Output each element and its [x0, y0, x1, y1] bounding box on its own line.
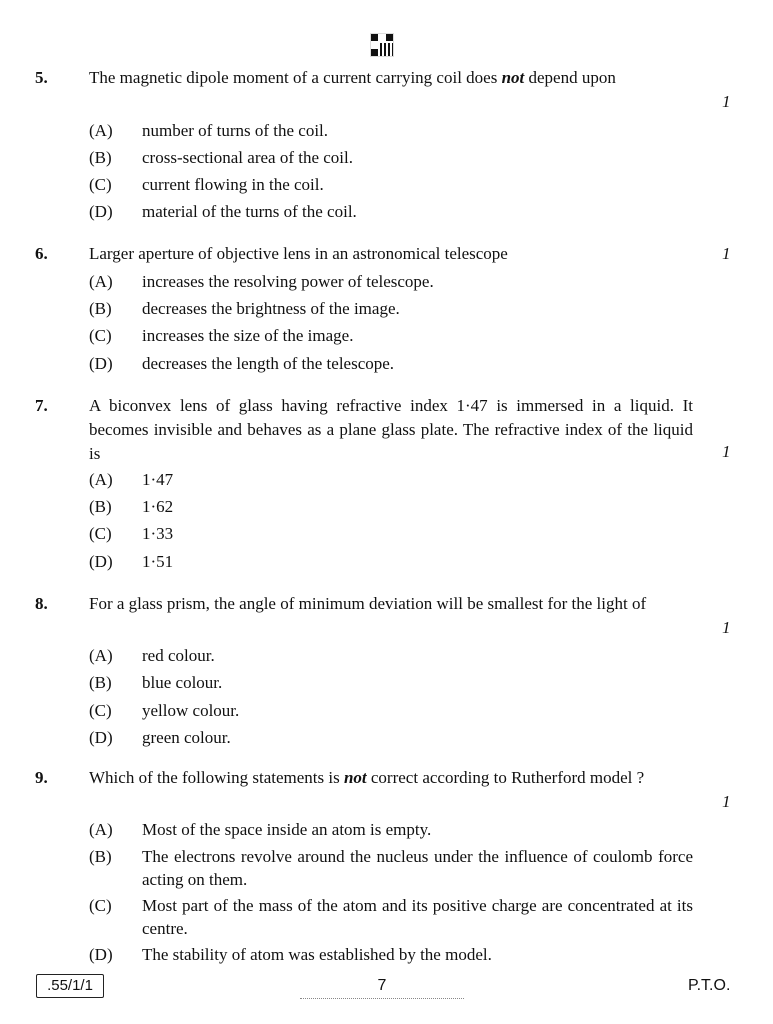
option-label: (D): [89, 552, 113, 571]
question-text: Larger aperture of objective lens in an astronomical telescope: [89, 244, 508, 263]
option-text: decreases the brightness of the image.: [142, 299, 400, 318]
option-text: 1·47: [142, 470, 174, 489]
option-text: yellow colour.: [142, 701, 240, 720]
pto-label: P.T.O.: [688, 977, 731, 994]
question-text-part: correct according to Rutherford model ?: [366, 768, 645, 787]
marks: 1: [722, 92, 731, 111]
option-text: The stability of atom was established by the model.: [142, 945, 492, 964]
option-label: (C): [89, 326, 112, 345]
option-label: (B): [89, 673, 112, 692]
option-label: (B): [89, 148, 112, 167]
question-number: 5.: [35, 68, 48, 87]
option-text: material of the turns of the coil.: [142, 202, 357, 221]
option-text: decreases the length of the telescope.: [142, 354, 395, 373]
question-text: [89, 66, 693, 90]
option-text: green colour.: [142, 728, 231, 747]
question-text: For a glass prism, the angle of minimum deviation will be smallest for the light of: [89, 594, 647, 613]
qr-code: [370, 33, 394, 57]
question-text-part: The magnetic dipole moment of a current carrying coil does: [89, 68, 502, 87]
option-text: increases the size of the image.: [142, 326, 354, 345]
option-text: current flowing in the coil.: [142, 175, 324, 194]
option-text: 1·51: [142, 552, 174, 571]
question-number: 9.: [35, 768, 48, 787]
emphasis-text: not: [343, 768, 367, 787]
option-label: (A): [89, 820, 113, 839]
question-text-part: depend upon: [524, 68, 616, 87]
option-text: Most part of the mass of the atom and its positive charge are concentrated at its centre.: [142, 896, 693, 938]
option-label: (A): [89, 121, 113, 140]
question-text: A biconvex lens of glass having refractive index 1·47 is immersed in a liquid. It becomes invisible and behaves as a plane glass plate. The refractive index of the liquid is: [89, 396, 693, 463]
question-text-part: Which of the following statements is: [89, 768, 344, 787]
option-label: (D): [89, 202, 113, 221]
option-text: blue colour.: [142, 673, 223, 692]
option-text: The electrons revolve around the nucleus under the influence of coulomb force acting on them.: [142, 847, 693, 889]
page-number: 7: [300, 976, 464, 999]
option-label: (A): [89, 272, 113, 291]
option-label: (C): [89, 524, 112, 543]
marks: 1: [722, 618, 731, 637]
option-text: cross-sectional area of the coil.: [142, 148, 353, 167]
option-label: (D): [89, 728, 113, 747]
option-label: (D): [89, 945, 113, 964]
question-number: 8.: [35, 594, 48, 613]
marks: 1: [722, 792, 731, 811]
option-text: number of turns of the coil.: [142, 121, 329, 140]
emphasis-text: not: [501, 68, 525, 87]
option-label: (D): [89, 354, 113, 373]
option-text: Most of the space inside an atom is empty.: [142, 820, 432, 839]
option-label: (A): [89, 646, 113, 665]
option-label: (C): [89, 175, 112, 194]
option-text: 1·33: [142, 524, 174, 543]
option-label: (B): [89, 497, 112, 516]
question-number: 6.: [35, 244, 48, 263]
option-text: 1·62: [142, 497, 174, 516]
question-number: 7.: [35, 396, 48, 415]
option-label: (B): [89, 847, 112, 866]
option-label: (B): [89, 299, 112, 318]
question-text: [89, 766, 693, 790]
option-label: (C): [89, 896, 112, 915]
option-label: (A): [89, 470, 113, 489]
option-text: red colour.: [142, 646, 215, 665]
option-text: increases the resolving power of telescope.: [142, 272, 434, 291]
marks: 1: [722, 442, 731, 461]
option-label: (C): [89, 701, 112, 720]
paper-code: .55/1/1: [36, 974, 104, 998]
marks: 1: [722, 244, 731, 263]
